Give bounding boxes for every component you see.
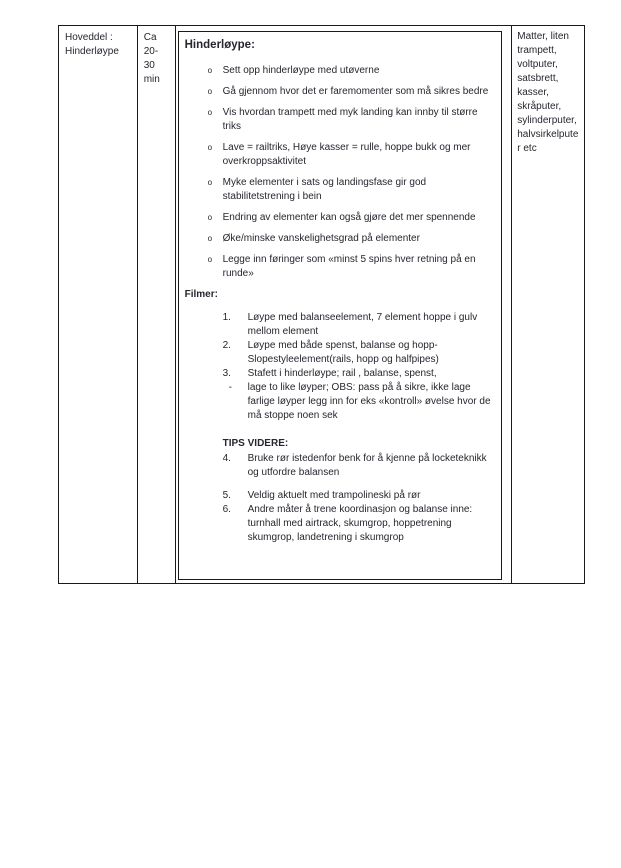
list-number: 2. — [222, 340, 231, 351]
film-list — [185, 311, 498, 423]
bullet-item — [185, 64, 498, 78]
lesson-plan-table — [58, 25, 585, 584]
bullet-marker-icon: o — [207, 66, 213, 75]
bullet-item — [185, 141, 498, 169]
film-item — [185, 311, 498, 339]
section-title-line2: Hinderløype — [65, 46, 119, 57]
content-box — [178, 31, 503, 580]
bullet-text: Øke/minske vanskelighetsgrad på elementer — [222, 233, 420, 244]
duration-text: Ca 20-30 min — [143, 32, 160, 85]
tips-item — [185, 489, 498, 503]
film-item-text: Løype med både spenst, balanse og hopp-Slopestyleelement(rails, hopp og halfpipes) — [247, 340, 439, 365]
bullet-list — [185, 64, 498, 281]
tips-item — [185, 503, 498, 545]
equipment-text: Matter, liten trampett, voltputer, satsbrett, kasser, skråputer, sylinderputer, halvsirkelputer etc — [517, 31, 579, 154]
bullet-marker-icon: o — [207, 213, 213, 222]
bullet-item — [185, 253, 498, 281]
bullet-item — [185, 232, 498, 246]
section-title-line1: Hoveddel : — [65, 32, 113, 43]
bullet-text: Endring av elementer kan også gjøre det mer spennende — [222, 212, 476, 223]
main-content-cell — [176, 26, 513, 583]
content-heading: Hinderløype: — [184, 39, 255, 51]
section-cell — [59, 26, 138, 583]
list-number: 5. — [222, 490, 231, 501]
bullet-text: Legge inn føringer som «minst 5 spins hver retning på en runde» — [222, 254, 476, 279]
bullet-marker-icon: o — [207, 234, 213, 243]
film-item-text: Stafett i hinderløype; rail , balanse, spenst, — [247, 368, 437, 379]
list-number: 4. — [222, 453, 231, 464]
bullet-text: Sett opp hinderløype med utøverne — [222, 65, 380, 76]
list-number: 1. — [222, 312, 231, 323]
bullet-item — [185, 106, 498, 134]
film-item — [185, 339, 498, 367]
bullet-text: Gå gjennom hvor det er faremomenter som må sikres bedre — [222, 86, 489, 97]
bullet-item — [185, 176, 498, 204]
film-item — [185, 367, 498, 381]
tips-item-text: Bruke rør istedenfor benk for å kjenne på locketeknikk og utfordre balansen — [247, 453, 487, 478]
tips-item-text: Veldig aktuelt med trampolineski på rør — [247, 490, 421, 501]
list-number: 6. — [222, 504, 231, 515]
bullet-marker-icon: o — [207, 178, 213, 187]
tips-item-text: Andre måter å trene koordinasjon og balanse inne: turnhall med airtrack, skumgrop, hoppetrening skumgrop, landetrening i skumgrop — [247, 504, 473, 543]
tips-label: TIPS VIDERE: — [222, 438, 289, 449]
bullet-text: Myke elementer i sats og landingsfase gir god stabilitetstrening i bein — [222, 177, 427, 202]
bullet-marker-icon: o — [207, 143, 213, 152]
bullet-text: Lave = railtriks, Høye kasser = rulle, hoppe bukk og mer overkroppsaktivitet — [222, 142, 471, 167]
bullet-item — [185, 85, 498, 99]
tips-list — [185, 452, 498, 545]
equipment-cell — [512, 26, 584, 583]
bullet-marker-icon: o — [207, 255, 213, 264]
tips-item — [185, 452, 498, 480]
bullet-text: Vis hvordan trampett med myk landing kan innby til større triks — [222, 107, 478, 132]
film-item-text: Løype med balanseelement, 7 element hoppe i gulv mellom element — [247, 312, 478, 337]
films-label: Filmer: — [184, 289, 218, 300]
bullet-marker-icon: o — [207, 108, 213, 117]
bullet-item — [185, 211, 498, 225]
film-subitem-text: lage to like løyper; OBS: pass på å sikre, ikke lage farlige løyper legg inn for eks «kontroll» øvelse hvor de må stoppe noen sek — [247, 382, 491, 421]
duration-cell — [138, 26, 176, 583]
dash-marker: - — [228, 382, 232, 393]
film-subitem — [185, 381, 498, 423]
list-number: 3. — [222, 368, 231, 379]
bullet-marker-icon: o — [207, 87, 213, 96]
